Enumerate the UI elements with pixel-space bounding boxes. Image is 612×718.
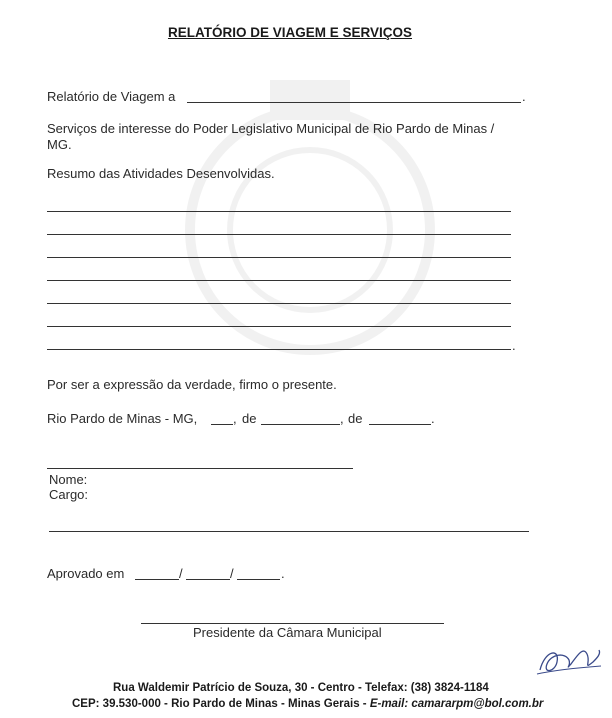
place-comma: , — [233, 411, 237, 426]
summary-line-7[interactable] — [47, 349, 511, 350]
approved-year-field[interactable] — [237, 579, 280, 580]
watermark-emblem — [160, 60, 460, 420]
name-label: Nome: — [49, 472, 88, 487]
summary-line-1[interactable] — [47, 211, 511, 212]
approved-slash-1: / — [179, 566, 183, 581]
approved-label: Aprovado em — [47, 566, 125, 581]
interest-line-1: Serviços de interesse do Poder Legislativo Municipal de Rio Pardo de Minas / — [47, 121, 495, 136]
report-destination-end: . — [522, 89, 526, 104]
place-de-2: de — [348, 411, 363, 426]
day-field[interactable] — [211, 424, 233, 425]
footer-address: Rua Waldemir Patrício de Souza, 30 - Centro - Telefax: (38) 3824-1184 — [113, 682, 489, 694]
place-comma-2: , — [340, 411, 344, 426]
page-title: RELATÓRIO DE VIAGEM E SERVIÇOS — [167, 25, 413, 40]
summary-line-4[interactable] — [47, 280, 511, 281]
approved-end: . — [281, 566, 285, 581]
approved-day-field[interactable] — [135, 579, 179, 580]
footer-cep: CEP: 39.530-000 - Rio Pardo de Minas - Minas Gerais - — [72, 698, 370, 710]
summary-line-3[interactable] — [47, 257, 511, 258]
report-destination-field[interactable] — [187, 102, 521, 103]
report-destination-label: Relatório de Viagem a — [47, 89, 176, 104]
summary-label: Resumo das Atividades Desenvolvidas. — [47, 166, 275, 181]
president-label: Presidente da Câmara Municipal — [193, 625, 382, 640]
place-de-1: de — [242, 411, 257, 426]
place-end: . — [431, 411, 435, 426]
truth-statement: Por ser a expressão da verdade, firmo o presente. — [47, 377, 337, 392]
footer-email: E-mail: camararpm@bol.com.br — [369, 698, 544, 710]
approved-slash-2: / — [230, 566, 234, 581]
month-field[interactable] — [261, 424, 340, 425]
notes-line[interactable] — [49, 531, 529, 532]
year-field[interactable] — [369, 424, 431, 425]
place-date-prefix: Rio Pardo de Minas - MG, — [47, 411, 198, 426]
rubric-signature-icon — [535, 640, 605, 680]
signature-line[interactable] — [47, 468, 353, 469]
approved-month-field[interactable] — [186, 579, 230, 580]
footer-contact — [72, 698, 543, 710]
role-label: Cargo: — [49, 487, 89, 502]
summary-line-6[interactable] — [47, 326, 511, 327]
summary-end: . — [512, 338, 516, 353]
summary-line-2[interactable] — [47, 234, 511, 235]
president-signature-line[interactable] — [141, 623, 444, 624]
summary-line-5[interactable] — [47, 303, 511, 304]
interest-line-2: MG. — [47, 137, 72, 152]
